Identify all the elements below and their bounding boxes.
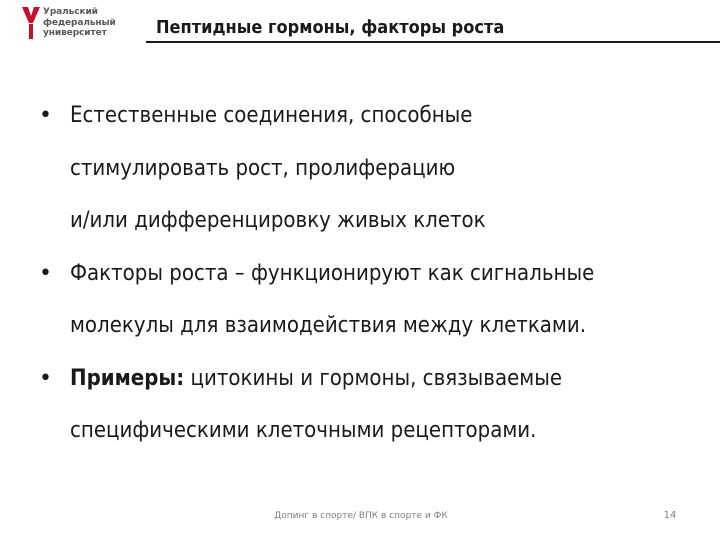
logo-line: университет	[43, 28, 107, 38]
bullet-line: и/или дифференцировку живых клеток	[70, 208, 486, 233]
footer-note: Допинг в спорте/ ВПК в спорте и ФК	[274, 511, 448, 521]
slide-title: Пептидные гормоны, факторы роста	[156, 17, 505, 38]
bullet-marker: •	[39, 365, 52, 391]
bullet-list	[28, 90, 708, 458]
logo-line: Уральский	[43, 7, 98, 17]
bullet-marker: •	[39, 260, 52, 286]
bullet-item	[28, 353, 708, 458]
bullet-marker: •	[39, 103, 52, 128]
bullet-line-rest: цитокины и гормоны, связываемые	[184, 365, 563, 391]
ural-university-logo-icon	[22, 7, 40, 39]
bullet-line	[70, 353, 644, 406]
university-logo	[22, 7, 132, 41]
page-number: 14	[663, 510, 677, 521]
bullet-text	[70, 248, 644, 353]
bullet-line: Факторы роста – функционируют как сигнальные	[70, 260, 595, 286]
bullet-line: молекулы для взаимодействия между клетками.	[70, 313, 587, 338]
bullet-line: специфическими клеточными рецепторами.	[70, 418, 537, 443]
bullet-item	[28, 90, 708, 248]
bullet-text	[70, 353, 644, 458]
title-underline	[146, 41, 720, 43]
bullet-line: Естественные соединения, способные	[70, 103, 473, 128]
logo-line: федеральный	[43, 17, 116, 28]
logo-text	[43, 7, 135, 39]
bullet-item	[28, 248, 708, 353]
bullet-lead: Примеры:	[70, 365, 185, 391]
bullet-line: стимулировать рост, пролиферацию	[70, 155, 456, 181]
bullet-text	[70, 90, 644, 248]
